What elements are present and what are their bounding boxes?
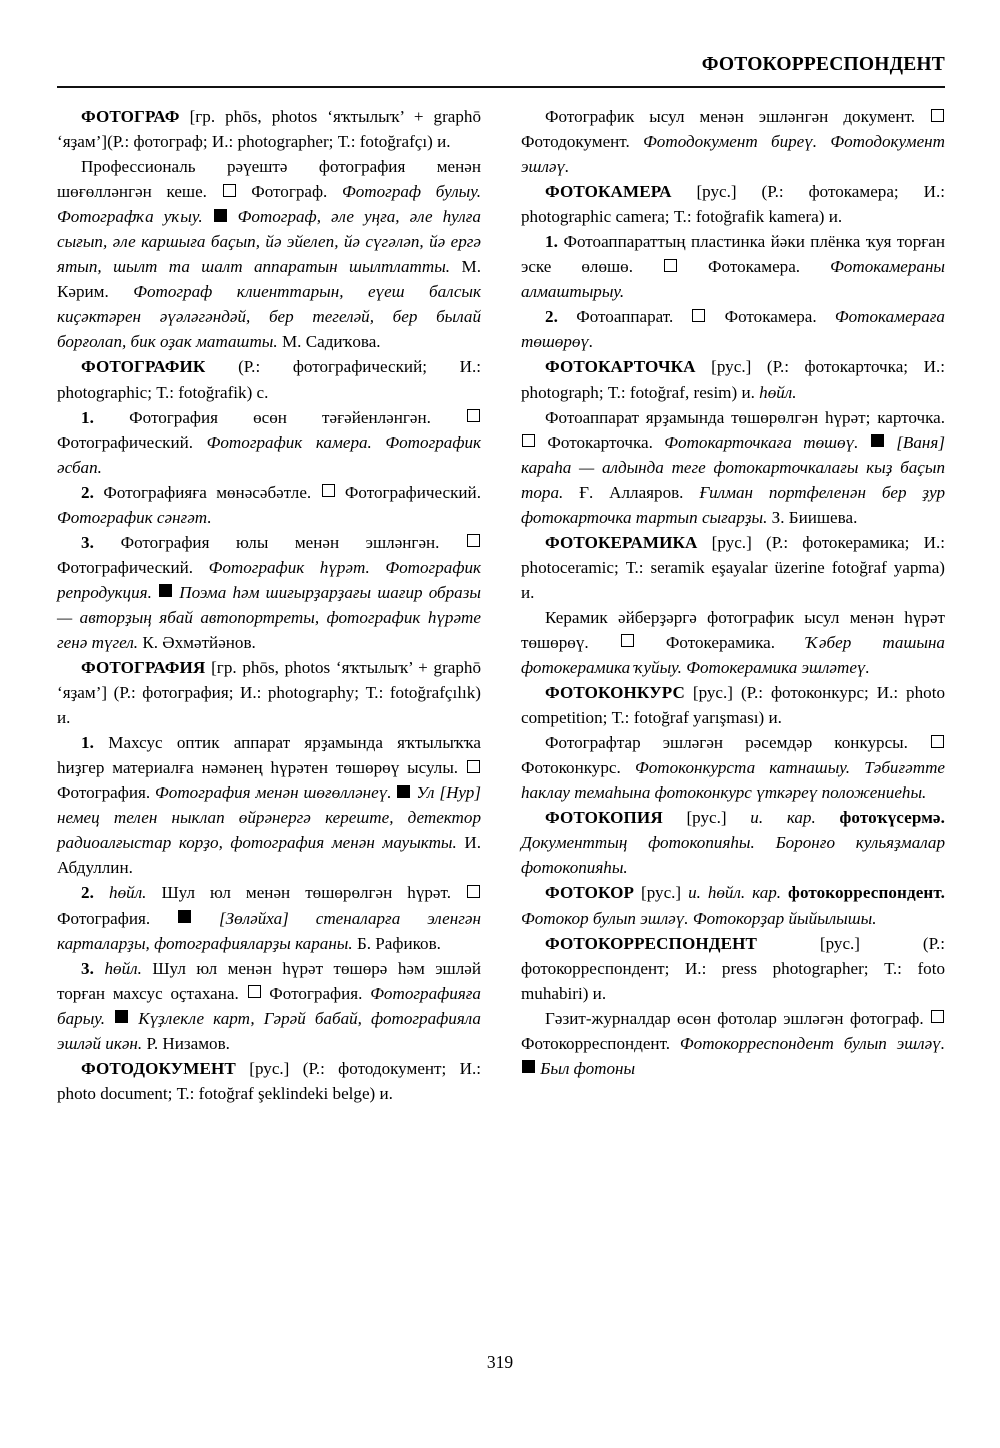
translation: Фотограф. — [251, 182, 328, 202]
sense-number: 3. — [81, 958, 95, 978]
sense-1 — [57, 730, 481, 880]
citation-text: Күҙлекле карт, Гәрәй бабай, фотографияла эшләй икән. — [57, 1008, 481, 1053]
source-language: [рус.] — [711, 532, 752, 552]
page-number: 319 — [486, 1352, 514, 1372]
definition: Фотографияға мөнәсәбәтле. — [103, 482, 312, 502]
usage-label: һөйл. — [759, 382, 797, 402]
citation-text: Ул [Нур] немец телен ныклап өйрәнергә кереште, детектор радиоалғыстар корҙо, фотография менән мауыкты. — [57, 783, 481, 853]
collocations: Фотокамераны алмаштырыу. — [521, 257, 946, 302]
open-square-marker-icon — [467, 885, 480, 898]
open-square-marker-icon — [322, 484, 335, 497]
translation: Фотографический. — [57, 557, 194, 577]
entry-fotokor — [521, 880, 945, 930]
equivalents: (Р.: фотограф; И.: photographer; Т.: fotoğrafçı) и. — [107, 132, 451, 152]
citation-author: К. Әхмәтйәнов. — [142, 632, 256, 652]
grammar-label: и. кар. — [750, 808, 816, 828]
sense-1 — [57, 405, 481, 480]
collocations: Фотоконкурста катнашыу. Тәбиғәтте һаклау темаһына фотоконкурс үткәреү положениеһы. — [521, 758, 945, 803]
collocations: Фотокамераға төшөрөү. — [521, 307, 945, 352]
definition: Махсус оптик аппарат ярҙамында яҡтылыҡҡа һиҙгер материалға нәмәнең һүрәтен төшөрөү ысулы. — [57, 733, 481, 778]
entry-fotokamera — [521, 179, 945, 229]
entry-fotografik — [57, 354, 481, 404]
columns-container — [57, 104, 945, 1304]
source-language: [рус.] — [641, 883, 682, 903]
source-language: [рус.] — [819, 933, 861, 953]
source-language: [рус.] — [696, 182, 737, 202]
entry-fotograf — [57, 104, 481, 154]
headword: ФОТОКОПИЯ — [545, 808, 663, 828]
translation: Фотография. — [57, 908, 151, 928]
open-square-marker-icon — [664, 259, 677, 272]
sense-number: 2. — [81, 883, 95, 903]
sense-3 — [57, 956, 481, 1056]
translation: Фотокамера. — [724, 307, 817, 327]
citation-text: Фотограф, әле уңға, әле һулға сығып, әле каршыға баҫып, йә эйелеп, йә сүгәләп, йә ергә ятып, шылт та шалт аппаратын шылтлатты. — [57, 207, 481, 277]
translation: Фотодокумент. — [521, 132, 630, 152]
open-square-marker-icon — [248, 985, 261, 998]
cross-reference: фотокорреспондент. — [788, 883, 945, 903]
filled-square-marker-icon — [115, 1010, 128, 1023]
collocations: Фотографик камера. Фотографик әсбап. — [57, 432, 482, 477]
equivalents: (Р.: фотокарточка; И.: photograph; Т.: fotoğraf, resim) и. — [521, 357, 945, 402]
translation: Фотокарточка. — [547, 432, 653, 452]
sense-2 — [57, 480, 481, 530]
equivalents: (Р.: фотодокумент; И.: photo document; Т.: fotoğraf şeklindeki belge) и. — [57, 1058, 481, 1103]
etymology: [гр. phōs, photos ‘яҡтылыҡ’ + graphō ‘яҙам’] — [57, 658, 481, 703]
entry-fotokopiya — [521, 805, 945, 880]
sense-1 — [521, 229, 945, 304]
open-square-marker-icon — [692, 309, 705, 322]
sense-number: 2. — [81, 482, 95, 502]
open-square-marker-icon — [223, 184, 236, 197]
collocations: Документтың фотокопияһы. Боронғо кульяҙмалар фотокопияһы. — [521, 833, 945, 878]
translation: Фотография. — [57, 783, 151, 803]
left-column — [57, 104, 481, 1106]
entry-fotodokument — [57, 1056, 481, 1106]
open-square-marker-icon — [467, 409, 480, 422]
collocations: Фотодокумент биреү. Фотодокумент эшләү. — [521, 132, 945, 177]
entry-fotokorrespondent-body — [521, 1006, 945, 1081]
definition: Шул юл менән төшөрөлгән һүрәт. — [161, 883, 451, 903]
entry-fotokonkurs-body — [521, 730, 945, 805]
entry-fotokartochka-body — [521, 405, 945, 530]
equivalents: (Р.: фотокерамика; И.: photoceramic; Т.: seramik eşayalar üzerine fotoğraf yapma) и. — [521, 532, 946, 602]
equivalents: (Р.: фотографический; И.: photographic; Т.: fotoğrafik) с. — [57, 357, 481, 402]
definition: Фотография өсөн тәғәйенләнгән. — [129, 407, 431, 427]
headword: ФОТОКОРРЕСПОНДЕНТ — [545, 933, 757, 953]
headword: ФОТОКАМЕРА — [545, 182, 672, 202]
filled-square-marker-icon — [214, 209, 227, 222]
sense-2 — [521, 304, 945, 354]
open-square-marker-icon — [467, 534, 480, 547]
headword: ФОТОКОР — [545, 883, 635, 903]
open-square-marker-icon — [931, 1010, 944, 1023]
citation-text: Ғилман портфеленән бер ҙур фотокарточка тартып сығарҙы. — [521, 482, 945, 527]
open-square-marker-icon — [522, 434, 535, 447]
definition: Фотография юлы менән эшләнгән. — [120, 532, 440, 552]
collocations: Фотография менән шөғөлләнеү. — [155, 783, 392, 803]
cross-reference: фотоҡүсермә. — [839, 808, 945, 828]
entry-fotograf-body — [57, 154, 481, 354]
etymology: [гр. phōs, photos ‘яҡтылыҡ’ + graphō ‘яҙам’] — [57, 107, 482, 152]
definition: Фотоаппараттың пластинка йәки плёнка ҡуя торған эске өлөшө. — [521, 232, 945, 277]
headword: ФОТОКЕРАМИКА — [545, 532, 698, 552]
headword: ФОТОКОНКУРС — [545, 683, 685, 703]
collocations: Фотографияға барыу. — [57, 983, 481, 1028]
source-language: [рус.] — [692, 683, 733, 703]
translation: Фотографический. — [57, 432, 194, 452]
open-square-marker-icon — [467, 760, 480, 773]
definition: Керамик әйберҙәргә фотографик ысул менән һүрәт төшөрөү. — [521, 607, 945, 652]
sense-2 — [57, 880, 481, 955]
entry-fotografiya — [57, 655, 481, 730]
definition: Гәзит-журналдар өсөн фотолар эшләгән фотограф. — [545, 1008, 924, 1028]
entry-fotokorrespondent — [521, 931, 945, 1006]
headword: ФОТОКАРТОЧКА — [545, 357, 696, 377]
citation-author: Б. Рафиков. — [356, 933, 441, 953]
equivalents: (Р.: фотокорреспондент; И.: press photographer; Т.: foto muhabiri) и. — [521, 933, 945, 1003]
source-language: [рус.] — [711, 357, 752, 377]
entry-fotokeramika — [521, 530, 945, 605]
citation-text: [Ваня] караһа — алдында теге фотокарточкалағы кыҙ баҫып тора. — [521, 432, 945, 502]
headword: ФОТОДОКУМЕНТ — [81, 1058, 236, 1078]
definition: Фотографик ысул менән эшләнгән документ. — [545, 107, 915, 126]
sense-number: 1. — [545, 232, 559, 252]
translation: Фотографический. — [344, 482, 481, 502]
collocations: Фотокарточкаға төшөү. — [664, 432, 859, 452]
right-column — [521, 104, 945, 1081]
filled-square-marker-icon — [522, 1060, 535, 1073]
translation: Фотокорреспондент. — [521, 1033, 671, 1053]
collocations: Ҡәбер ташына фотокерамика ҡуйыу. Фотокерамика эшләтеү. — [521, 632, 945, 678]
source-language: [рус.] — [249, 1058, 290, 1078]
collocations: Фотографик сәнғәт. — [57, 507, 212, 527]
collocations: Фотокорреспондент булып эшләү. — [679, 1033, 945, 1053]
usage-label: һөйл. — [109, 883, 147, 903]
citation-text-partial: Был фотоны — [540, 1058, 636, 1078]
filled-square-marker-icon — [178, 910, 191, 923]
filled-square-marker-icon — [397, 785, 410, 798]
sense-3 — [57, 530, 481, 655]
running-head: ФОТОКОРРЕСПОНДЕНТ — [701, 54, 945, 75]
grammar-label: и. һөйл. кар. — [688, 883, 782, 903]
definition: Шул юл менән һүрәт төшөрә һәм эшләй торған махсус оҫтахана. — [57, 958, 481, 1003]
definition: Профессиональ рәүештә фотография менән шөғөлләнгән кеше. — [57, 157, 481, 202]
usage-label: һөйл. — [104, 958, 142, 978]
entry-fotokonkurs — [521, 680, 945, 730]
equivalents: (Р.: фотокамера; И.: photographic camera; Т.: fotoğrafik kamera) и. — [521, 182, 945, 227]
filled-square-marker-icon — [159, 584, 172, 597]
citation-author: Ғ. Аллаяров. — [579, 482, 684, 502]
citation-text: [Зөләйха] стеналарға эленгән карталарҙы, фотографияларҙы караны. — [57, 908, 481, 953]
definition: Фотоаппарат ярҙамында төшөрөлгән һүрәт; карточка. — [545, 407, 945, 427]
translation: Фотография. — [269, 983, 363, 1003]
translation: Фотокамера. — [708, 257, 801, 277]
open-square-marker-icon — [931, 735, 944, 748]
definition: Фотографтар эшләгән рәсемдәр конкурсы. — [545, 733, 908, 753]
translation: Фотоконкурс. — [521, 758, 621, 778]
citation-author: З. Биишева. — [771, 507, 858, 527]
citation-text: Фотограф клиенттарын, еүеш балсык киҫәктәрен әүәләгәндәй, бер тегеләй, бер былай борғолап, бик оҙак маташты. — [57, 282, 481, 352]
definition: Фотоаппарат. — [576, 307, 674, 327]
translation: Фотокерамика. — [665, 632, 775, 652]
equivalents: (Р.: фотография; И.: photography; Т.: fotoğrafçılık) и. — [57, 683, 481, 728]
citation-text: Поэма һәм шиғырҙарҙағы шағир образы — авторҙың ябай автопортреты, фотографик һүрәте генә түгел. — [57, 582, 481, 652]
header-rule — [57, 86, 945, 88]
citation-author: М. Кәрим. — [57, 257, 481, 302]
source-language: [рус.] — [686, 808, 727, 828]
sense-number: 2. — [545, 307, 559, 327]
headword: ФОТОГРАФ — [81, 107, 180, 126]
entry-fotokartochka — [521, 354, 945, 404]
headword: ФОТОГРАФИК — [81, 357, 206, 377]
sense-number: 3. — [81, 532, 95, 552]
collocations: Фотограф булыу. Фотографҡа уҡыу. — [57, 182, 482, 227]
open-square-marker-icon — [621, 634, 634, 647]
citation-author: М. Садиҡова. — [281, 332, 381, 352]
collocations: Фотографик һүрәт. Фотографик репродукция. — [57, 557, 481, 602]
entry-fotodokument-body — [521, 104, 945, 179]
citation-author: Р. Низамов. — [146, 1033, 230, 1053]
entry-fotokeramika-body — [521, 605, 945, 680]
equivalents: (Р.: фотоконкурс; И.: photo competition; Т.: fotoğraf yarışması) и. — [521, 683, 945, 728]
citation-author: И. Абдуллин. — [57, 833, 482, 878]
sense-number: 1. — [81, 407, 95, 427]
collocations: Фотокор булып эшләү. Фотокорҙар йыйылышы. — [521, 908, 877, 928]
filled-square-marker-icon — [871, 434, 884, 447]
open-square-marker-icon — [931, 109, 944, 122]
sense-number: 1. — [81, 733, 95, 753]
headword: ФОТОГРАФИЯ — [81, 658, 206, 678]
